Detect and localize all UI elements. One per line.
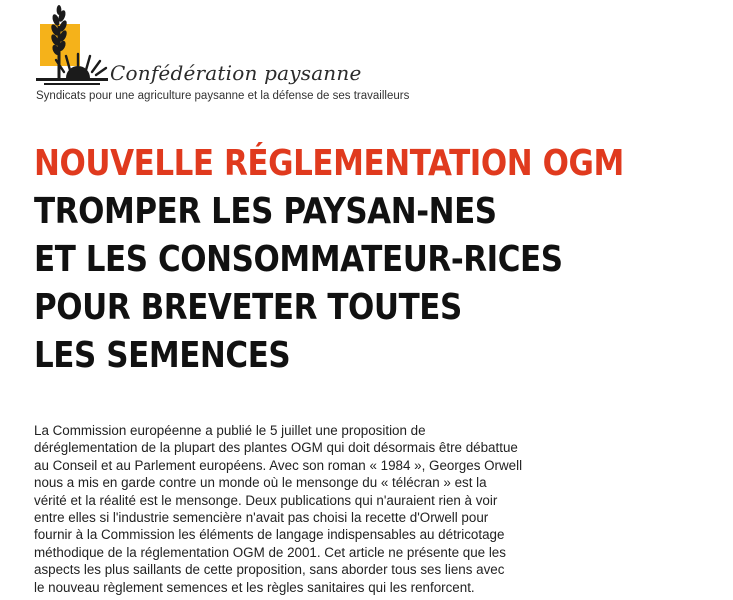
- org-tagline: Syndicats pour une agriculture paysanne et la défense de ses travailleurs: [36, 90, 410, 102]
- intro-line: fournir à la Commission les éléments de langage indispensables au détricotage: [34, 527, 505, 543]
- headline: [34, 140, 627, 380]
- intro-line: entre elles si l'industrie semencière n'avait pas choisi la recette d'Orwell pour: [34, 510, 489, 526]
- intro-line: nous a mis en garde contre un monde où le mensonge du « télécran » est la: [34, 475, 487, 491]
- intro-line: vérité et la réalité est le mensonge. Deux publications qui n'auraient rien à voir: [34, 492, 498, 508]
- intro-line: déréglementation de la plupart des plantes OGM qui doit désormais être débattue: [34, 440, 518, 456]
- intro-line: La Commission européenne a publié le 5 juillet une proposition de: [34, 423, 426, 438]
- intro-line: au Conseil et au Parlement européens. Avec son roman « 1984 », Georges Orwell: [34, 457, 523, 473]
- intro-line: le nouveau règlement semences et les règles sanitaires qui les renforcent.: [34, 579, 475, 595]
- page-header: [34, 4, 410, 108]
- headline-line-5: LES SEMENCES: [34, 335, 291, 376]
- intro-line: méthodique de la réglementation OGM de 2001. Cet article ne présente que les: [34, 544, 506, 560]
- wheat-sunrise-logo-icon: [34, 4, 108, 86]
- org-name: Confédération paysanne: [110, 61, 362, 85]
- article-intro: [34, 422, 594, 596]
- intro-line: aspects les plus saillants de cette proposition, sans aborder tous ses liens avec: [34, 562, 505, 578]
- headline-line-4: POUR BREVETER TOUTES: [34, 287, 462, 328]
- headline-line-2: TROMPER LES PAYSAN-NES: [34, 191, 497, 232]
- headline-line-1: NOUVELLE RÉGLEMENTATION OGM: [34, 143, 624, 184]
- headline-line-3: ET LES CONSOMMATEUR-RICES: [34, 239, 563, 280]
